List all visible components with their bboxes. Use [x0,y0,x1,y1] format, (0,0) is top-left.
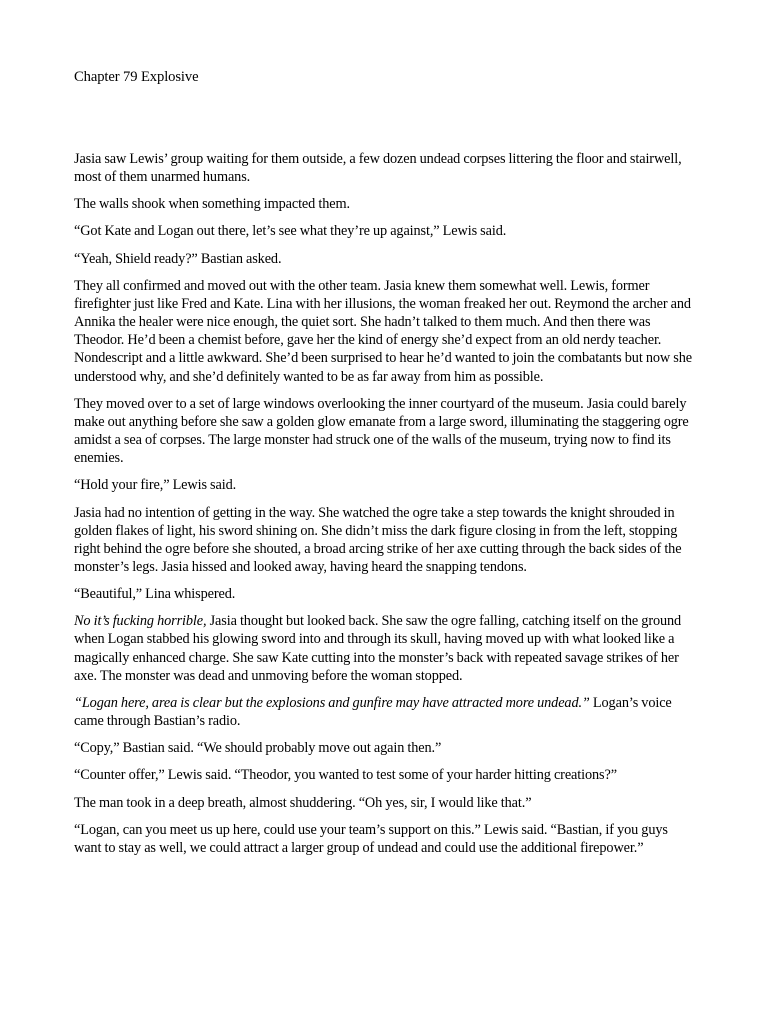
italic-thought: No it’s fucking horrible, [74,613,207,630]
italic-radio-message: “Logan here, area is clear but the explosions and gunfire may have attracted more undead.” [74,694,590,711]
paragraph: “Beautiful,” Lina whispered. [74,586,236,603]
paragraph: “Copy,” Bastian said. “We should probably move out again then.” [74,740,442,757]
paragraph [74,694,696,730]
paragraph: “Logan, can you meet us up here, could use your team’s support on this.” Lewis said. “Bastian, if you guys want to stay as well, we could attract a larger group of undead and could use the additional firepower.” [74,821,668,856]
chapter-body [74,150,696,866]
paragraph: Jasia had no intention of getting in the way. She watched the ogre take a step towards the knight shrouded in golden flakes of light, his sword shining on. She didn’t miss the dark figure closing in from the left, stopping right behind the ogre before she shouted, a broad arcing strike of her axe cutting through the back sides of the monster’s legs. Jasia hissed and looked away, having heard the snapping tendons. [74,504,682,575]
paragraph: Jasia saw Lewis’ group waiting for them outside, a few dozen undead corpses littering the floor and stairwell, most of them unarmed humans. [74,151,682,186]
paragraph: They moved over to a set of large windows overlooking the inner courtyard of the museum. Jasia could barely make out anything before she saw a golden glow emanate from a large sword, illuminating the staggering ogre amidst a sea of corpses. The large monster had struck one of the walls of the museum, trying now to find its enemies. [74,395,689,467]
paragraph: “Counter offer,” Lewis said. “Theodor, you wanted to test some of your harder hitting creations?” [74,767,617,784]
paragraph: The man took in a deep breath, almost shuddering. “Oh yes, sir, I would like that.” [74,794,532,811]
paragraph: “Yeah, Shield ready?” Bastian asked. [74,250,282,267]
paragraph: “Hold your fire,” Lewis said. [74,477,237,494]
paragraph-text: Jasia thought but looked back. She saw the ogre falling, catching itself on the ground when Logan stabbed his glowing sword into and through its skull, having moved up with what looked like a magically enhanced charge. She saw Kate cutting into the monster’s back with repeated savage strikes of her axe. The monster was dead and unmoving before the woman stopped. [74,613,682,684]
paragraph: “Got Kate and Logan out there, let’s see what they’re up against,” Lewis said. [74,223,507,240]
chapter-title: Chapter 79 Explosive [74,69,199,85]
paragraph-text: Logan’s voice came through Bastian’s radio. [74,694,672,730]
paragraph: They all confirmed and moved out with the other team. Jasia knew them somewhat well. Lewis, former firefighter just like Fred and Kate. Lina with her illusions, the woman freaked her out. Reymond the archer and Annika the healer were nice enough, the quiet sort. She hadn’t talked to them much. And then there was Theodor. He’d been a chemist before, gave her the kind of energy she’d expect from an old nerdy teacher. Nondescript and a little awkward. She’d been surprised to hear he’d wanted to join the combatants but now she understood why, and she’d definitely wanted to be as far away from him as possible. [74,277,692,385]
paragraph: The walls shook when something impacted them. [74,196,350,213]
paragraph [74,612,696,685]
